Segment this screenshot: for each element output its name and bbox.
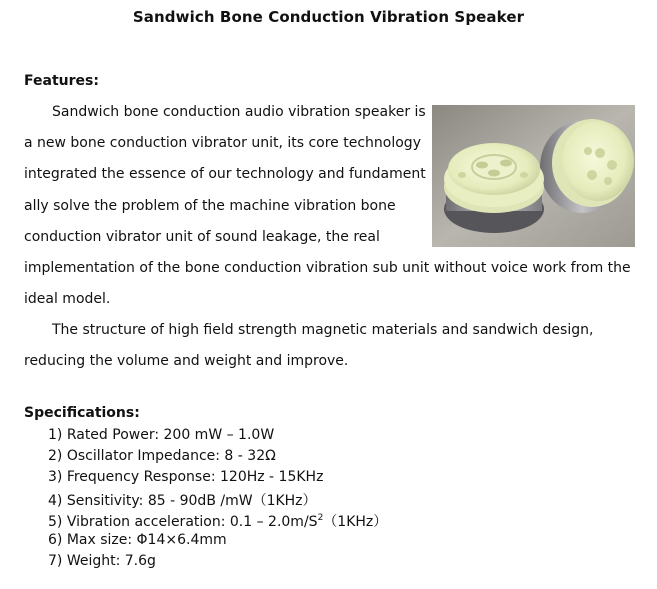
spec-item-vibration-acceleration [48,511,387,531]
page-title: Sandwich Bone Conduction Vibration Speaker [132,8,525,26]
features-line-3: integrated the essence of our technology and fundament [24,166,426,182]
features-line-5: conduction vibrator unit of sound leakage, the real [24,229,380,245]
spec-item-rated-power: 1) Rated Power: 200 mW – 1.0W [48,427,275,443]
features-line-6: implementation of the bone conduction vibration sub unit without voice work from the [24,260,631,276]
features-line-1: Sandwich bone conduction audio vibration speaker is [52,104,426,120]
spec-item-vibration-text: 5) Vibration acceleration: 0.1 – 2.0m/S [48,514,318,530]
specifications-heading: Specifications: [24,405,140,421]
spec-item-frequency-response: 3) Frequency Response: 120Hz - 15KHz [48,469,324,485]
product-photo [432,105,635,247]
spec-item-vibration-unit: （1KHz） [323,514,388,530]
features-line-9: reducing the volume and weight and improve. [24,353,349,369]
features-line-8: The structure of high field strength magnetic materials and sandwich design, [52,322,594,338]
spec-item-weight: 7) Weight: 7.6g [48,553,156,569]
features-heading: Features: [24,73,99,89]
spec-item-sensitivity: 4) Sensitivity: 85 - 90dB /mW（1KHz） [48,493,317,509]
speaker-product-photo-icon [432,105,635,247]
features-line-7: ideal model. [24,291,111,307]
superscript-exponent: 2 [317,513,324,523]
features-line-2: a new bone conduction vibrator unit, its core technology [24,135,421,151]
features-line-4: ally solve the problem of the machine vibration bone [24,198,396,214]
spec-item-max-size: 6) Max size: Φ14×6.4mm [48,532,227,548]
spec-item-impedance: 2) Oscillator Impedance: 8 - 32Ω [48,448,276,464]
